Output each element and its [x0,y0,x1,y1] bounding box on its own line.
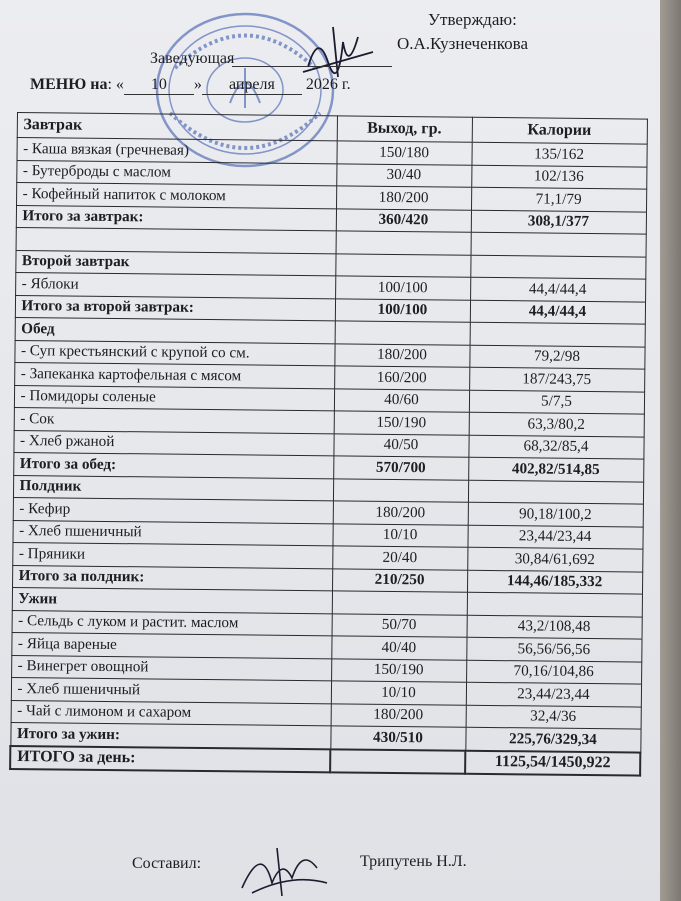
date-month: апреля [202,76,302,95]
meal-name-cell [16,228,336,254]
meal-name-cell: Итого за ужин: [10,722,330,748]
output-cell: 430/510 [330,726,465,750]
meal-name-cell: - Сельдь с луком и растит. маслом [12,610,332,636]
output-cell: 570/700 [333,456,468,480]
output-cell [335,321,470,345]
output-cell: 210/250 [332,568,467,592]
meal-name-cell: - Чай с лимоном и сахаром [11,700,331,726]
calories-cell: 43,2/108,48 [467,615,642,639]
meal-name-cell: - Бутерброды с маслом [16,160,336,186]
output-cell: 10/10 [331,681,466,705]
table-surface [660,0,681,901]
output-cell: 150/180 [336,141,471,165]
meal-name-cell: - Хлеб пшеничный [11,677,331,703]
meal-name-cell: Итого за полдник: [12,565,332,591]
calories-cell [467,592,642,616]
meal-name-cell: - Яблоки [15,273,335,299]
output-cell [332,591,467,615]
output-cell: 100/100 [335,298,470,322]
column-header-calories: Калории [472,117,647,144]
meal-name-cell: - Яйца вареные [11,632,331,658]
calories-cell: 70,16/104,86 [466,660,641,684]
calories-cell: 56,56/56,56 [466,637,641,661]
meal-name-cell: - Суп крестьянский с крупой со см. [14,340,334,366]
approve-label: Утверждаю: [428,10,517,29]
output-cell: 20/40 [332,546,467,570]
meal-name-cell: - Запеканка картофельная с мясом [14,362,334,388]
director-name: О.А.Кузнеченкова [397,34,528,53]
calories-cell: 225,76/329,34 [465,727,640,752]
calories-cell: 71,1/79 [471,187,646,211]
output-cell [335,253,470,277]
calories-cell: 5/7,5 [469,390,644,414]
calories-cell: 32,4/36 [466,705,641,729]
signature-line [232,66,392,67]
calories-cell: 1125,54/1450,922 [465,750,640,775]
calories-cell: 44,4/44,4 [470,300,645,324]
meal-name-cell: Ужин [12,587,332,613]
calories-cell: 68,32/85,4 [468,435,643,459]
calories-cell: 144,46/185,332 [467,570,642,594]
date-day: 10 [124,76,194,95]
date-mid: » [193,76,202,93]
calories-cell: 402,82/514,85 [468,457,643,481]
meal-name-cell: Итого за обед: [13,452,333,478]
meal-name-cell: Итого за завтрак: [16,205,336,231]
meal-name-cell: - Пряники [12,542,332,568]
output-cell: 150/190 [334,411,469,435]
output-cell: 180/200 [331,703,466,727]
output-cell: 50/70 [332,613,467,637]
calories-cell: 79,2/98 [469,345,644,369]
calories-cell [470,322,645,346]
date-prefix: : « [107,76,124,93]
date-year: 2026 г. [305,76,351,93]
calories-cell: 23,44/23,44 [467,525,642,549]
calories-cell [471,232,646,256]
signature-composer [232,838,332,900]
composer-name: Трипутень Н.Л. [360,853,467,870]
meal-name-cell: - Хлеб пшеничный [12,520,332,546]
meal-name-cell: - Помидоры соленые [14,385,334,411]
output-cell: 180/200 [333,501,468,525]
composer-label: Составил: [132,855,202,872]
signature-director [298,22,378,82]
output-cell [330,749,465,774]
output-cell [336,231,471,255]
meal-name-cell: Полдник [13,475,333,501]
calories-cell: 90,18/100,2 [468,502,643,526]
output-cell: 160/200 [334,366,469,390]
meal-name-cell: - Кофейный напиток с молоком [16,183,336,209]
output-cell: 180/200 [336,186,471,210]
output-cell: 10/10 [332,523,467,547]
output-cell: 30/40 [336,163,471,187]
output-cell: 40/60 [334,388,469,412]
meal-name-cell: Итого за второй завтрак: [15,295,335,321]
meal-name-cell: Второй завтрак [15,250,335,276]
calories-cell: 23,44/23,44 [466,682,641,706]
column-header-meal: Завтрак [17,113,337,141]
meal-name-cell: ИТОГО за день: [10,745,330,772]
output-cell: 180/200 [334,343,469,367]
menu-date-line [30,76,351,95]
calories-cell: 308,1/377 [471,210,646,234]
meal-name-cell: - Кефир [13,497,333,523]
output-cell: 40/50 [333,433,468,457]
output-cell: 100/100 [335,276,470,300]
output-cell: 360/420 [336,208,471,232]
calories-cell: 63,3/80,2 [469,412,644,436]
calories-cell: 102/136 [471,165,646,189]
calories-cell [470,255,645,279]
menu-table [9,112,648,777]
meal-name-cell: - Сок [14,407,334,433]
calories-cell: 30,84/61,692 [467,547,642,571]
meal-name-cell: - Винегрет овощной [11,655,331,681]
calories-cell [468,480,643,504]
meal-name-cell: - Каша вязкая (гречневая) [16,138,336,164]
calories-cell: 187/243,75 [469,367,644,391]
output-cell [333,478,468,502]
column-header-output: Выход, гр. [337,116,472,142]
calories-cell: 135/162 [471,142,646,166]
output-cell: 150/190 [331,658,466,682]
menu-label: МЕНЮ на [30,76,108,93]
calories-cell: 44,4/44,4 [470,277,645,301]
menu-table-body [10,138,647,776]
director-label: Заведующая [150,50,235,67]
output-cell: 40/40 [331,636,466,660]
meal-name-cell: - Хлеб ржаной [13,430,333,456]
meal-name-cell: Обед [15,317,335,343]
